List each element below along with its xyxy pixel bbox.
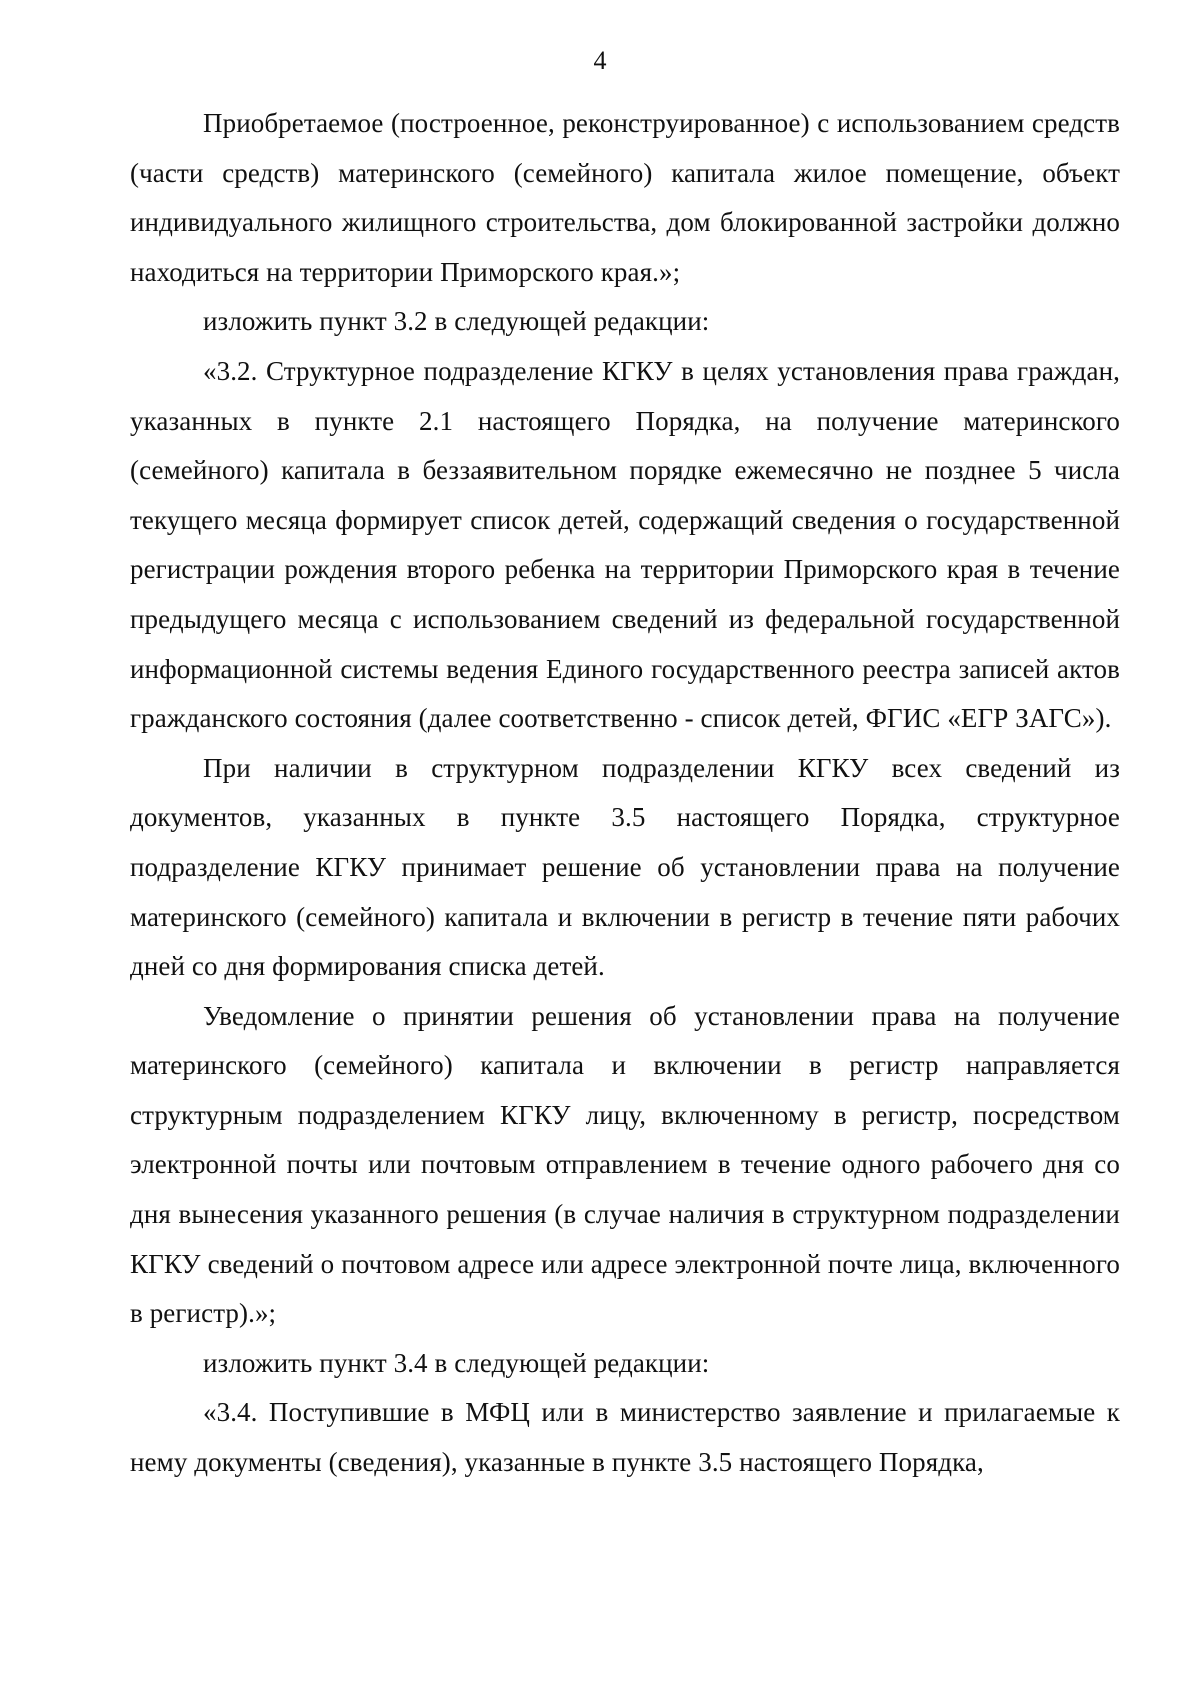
paragraph-notification: Уведомление о принятии решения об установлении права на получение материнского (семейного) капитала и включении в регистр направляется структурным подразделением КГКУ лицу, включенному в регистр, посредством электронной почты или почтовым отправлением в течение одного рабочего дня со дня вынесения указанного решения (в случае наличия в структурном подразделении КГКУ сведений о почтовом адресе или адресе электронной почте лица, включенного в регистр).»; (130, 1000, 1120, 1329)
paragraph-amend-3-4: изложить пункт 3.4 в следующей редакции: (203, 1347, 710, 1378)
paragraph-decision: При наличии в структурном подразделении КГКУ всех сведений из документов, указанных в пункте 3.5 настоящего Порядка, структурное подразделение КГКУ принимает решение об установлении права на получение материнского (семейного) капитала и включении в регистр в течение пяти рабочих дней со дня формирования списка детей. (130, 752, 1120, 982)
page-number: 4 (593, 46, 607, 75)
paragraph-clause-3-4: «3.4. Поступившие в МФЦ или в министерство заявление и прилагаемые к нему документы (сведения), указанные в пункте 3.5 настоящего Порядка, (130, 1397, 1120, 1478)
document-body (130, 99, 1120, 1488)
paragraph-clause-3-2: «3.2. Структурное подразделение КГКУ в целях установления права граждан, указанных в пункте 2.1 настоящего Порядка, на получение материнского (семейного) капитала в беззаявительном порядке ежемесячно не позднее 5 числа текущего месяца формирует список детей, содержащий сведения о государственной регистрации рождения второго ребенка на территории Приморского края в течение предыдущего месяца с использованием сведений из федеральной государственной информационной системы ведения Единого государственного реестра записей актов гражданского состояния (далее соответственно - список детей, ФГИС «ЕГР ЗАГС»). (130, 355, 1120, 734)
paragraph-housing-location: Приобретаемое (построенное, реконструированное) с использованием средств (части средств) материнского (семейного) капитала жилое помещение, объект индивидуального жилищного строительства, дом блокированной застройки должно находиться на территории Приморского края.»; (130, 108, 1120, 287)
paragraph-amend-3-2: изложить пункт 3.2 в следующей редакции: (203, 306, 710, 337)
